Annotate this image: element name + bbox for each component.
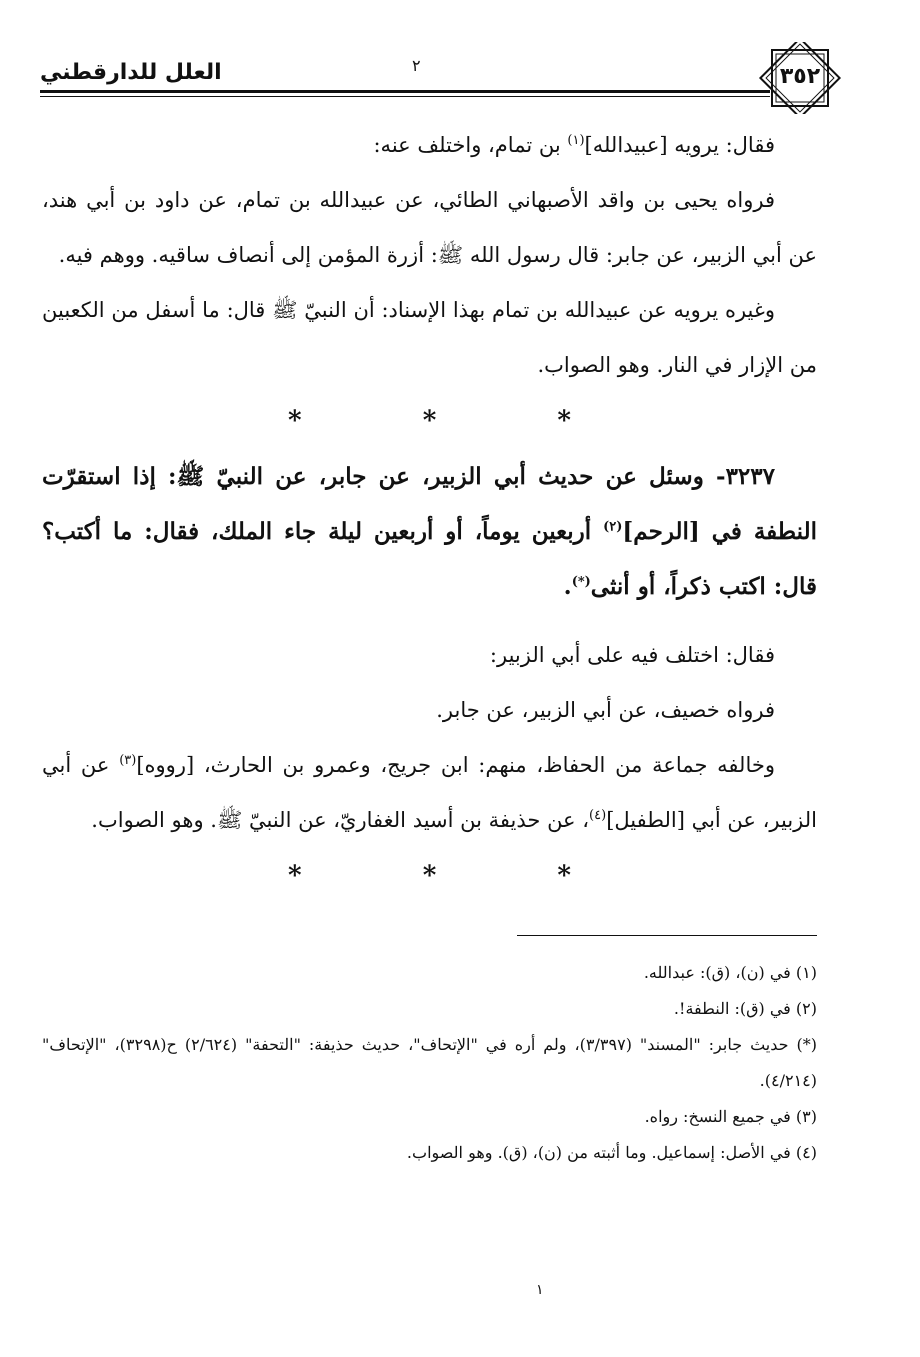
section-separator: * * * xyxy=(288,406,627,436)
header-rule-thin xyxy=(40,96,770,97)
paragraph: فقال: يرويه [عبيدالله]$^{(١)}$ بن تمام، واختلف عنه: xyxy=(373,133,775,157)
page-number-badge xyxy=(750,42,850,114)
main-text xyxy=(42,118,817,904)
footnote-divider xyxy=(517,935,817,936)
book-title: العلل للدارقطني xyxy=(40,60,222,85)
footnote: (٣) في جميع النسخ: رواه. xyxy=(644,1107,817,1126)
bottom-mark: ١ xyxy=(536,1282,544,1298)
footnote-ref: (٣) xyxy=(119,753,137,768)
paragraph: وخالفه جماعة من الحفاظ، منهم: ابن جريج، وعمرو بن الحارث، [رووه]$^{(٣)}$ عن أبي الزبير، عن أبي [الطفيل]$^{(٤)}$، عن حذيفة بن أسيد الغفاريّ، عن النبيّ ﷺ. وهو الصواب. xyxy=(42,753,817,832)
page-header xyxy=(40,42,890,102)
footnotes xyxy=(42,955,817,1171)
section-separator: * * * xyxy=(288,861,627,891)
footnote-ref: (٤) xyxy=(589,808,607,823)
footnote: (٤) في الأصل: إسماعيل. وما أثبته من (ن)، (ق). وهو الصواب. xyxy=(406,1143,817,1162)
header-mark: ٢ xyxy=(412,56,421,75)
footnote-ref: (٢) xyxy=(603,519,623,535)
header-rule xyxy=(40,90,770,93)
paragraph: فرواه يحيى بن واقد الأصبهاني الطائي، عن عبيدالله بن تمام، عن داود بن أبي هند، عن أبي الزبير، عن جابر: قال رسول الله ﷺ: أزرة المؤمن إلى أنصاف ساقيه. ووهم فيه. xyxy=(42,188,817,267)
page-number: ٣٥٢ xyxy=(779,64,821,89)
footnote: (١) في (ن)، (ق): عبدالله. xyxy=(643,963,817,982)
paragraph: وغيره يرويه عن عبيدالله بن تمام بهذا الإسناد: أن النبيّ ﷺ قال: ما أسفل من الكعبين من الإزار في النار. وهو الصواب. xyxy=(42,298,817,377)
paragraph: فقال: اختلف فيه على أبي الزبير: xyxy=(489,643,775,667)
hadith-question: ٣٢٣٧- وسئل عن حديث أبي الزبير، عن جابر، عن النبيّ ﷺ: إذا استقرّت النطفة في [الرحم]$^{(٢)}$ أربعين يوماً، أو أربعين ليلة جاء الملك، فقال: ما أكتب؟ قال: اكتب ذكراً، أو أنثى(*). xyxy=(42,463,817,600)
footnote-ref: (*) xyxy=(571,574,591,590)
footnote: (*) حديث جابر: "المسند" (٣/٣٩٧)، ولم أره في "الإتحاف"، حديث حذيفة: "التحفة" (٢/٦٢٤) ح(٣٢٩٨)، "الإتحاف" (٤/٢١٤). xyxy=(42,1035,817,1090)
footnote: (٢) في (ق): النطفة!. xyxy=(673,999,817,1018)
paragraph: فرواه خصيف، عن أبي الزبير، عن جابر. xyxy=(436,698,775,722)
footnote-ref: (١) xyxy=(567,133,585,148)
